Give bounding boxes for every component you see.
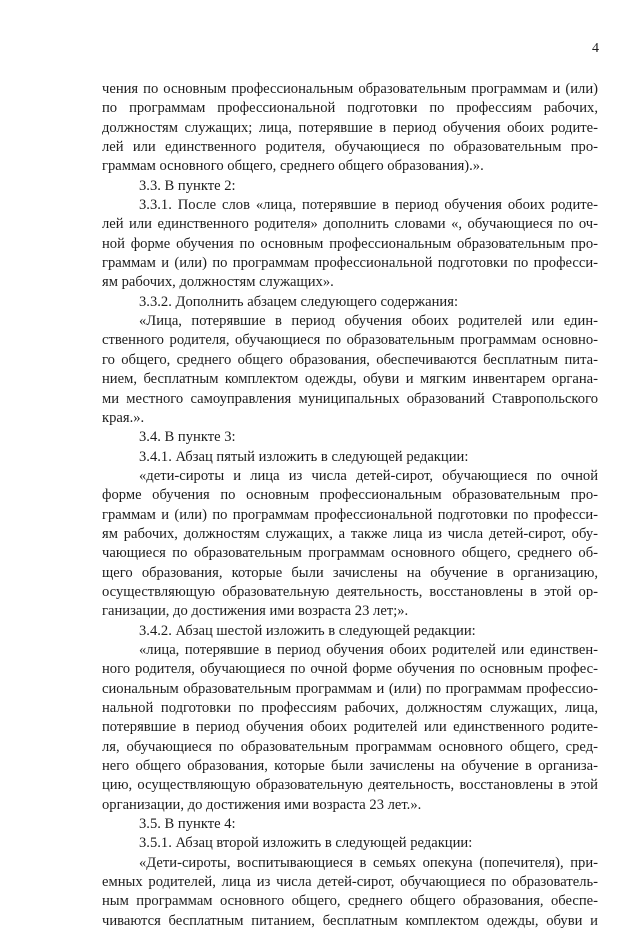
text-line: го общего, среднего общего образования, обеспечиваются бесплатным пита- [102, 351, 598, 368]
text-line: чающиеся по образовательным программам основного общего, среднего об- [102, 545, 598, 562]
text-line: 3.3.1. После слов «лица, потерявшие в период обучения обоих родите- [139, 197, 598, 214]
text-line: должностям служащих; лица, потерявшие в период обучения обоих родите- [102, 119, 598, 136]
text-line: 3.5. В пункте 4: [139, 816, 236, 833]
text-line: осуществляющую образовательную деятельность, восстановлены в этой ор- [102, 583, 598, 600]
text-line: по программам профессиональной подготовки по профессиям рабочих, [102, 100, 598, 117]
text-line: организации, до достижения ими возраста 23 лет.». [102, 796, 422, 813]
text-line: ганизации, до достижения ими возраста 23 лет;». [102, 603, 409, 620]
text-line: граммам основного общего, среднего общего образования).». [102, 158, 484, 175]
text-line: нием, бесплатным комплектом одежды, обуви и мягким инвентарем органа- [102, 371, 598, 388]
text-line: ям рабочих, должностям служащих». [102, 274, 334, 291]
text-line: нальной подготовки по профессиям рабочих, должностям служащих, лица, [102, 700, 598, 716]
text-line: чиваются бесплатным питанием, бесплатным комплектом одежды, обуви и [102, 912, 598, 929]
text-line: 3.4.2. Абзац шестой изложить в следующей редакции: [139, 622, 476, 639]
text-line: ственного родителя, обучающиеся по образовательным программам основно- [102, 332, 598, 349]
text-line: щего образования, которые были зачислены на обучение в организацию, [102, 564, 598, 581]
text-line: форме обучения по основным профессиональным образовательным про- [102, 487, 598, 504]
text-line: «Дети-сироты, воспитывающиеся в семьях опекуна (попечителя), при- [139, 854, 598, 871]
text-line: емных родителей, лица из числа детей-сирот, обучающиеся по образователь- [102, 874, 598, 891]
text-line: 3.4.1. Абзац пятый изложить в следующей редакции: [139, 448, 469, 465]
text-line: лей или единственного родителя» дополнить словами «, обучающиеся по оч- [102, 216, 598, 233]
text-line: 3.4. В пункте 3: [139, 429, 236, 446]
text-line: ям рабочих, должностям служащих, а также лица из числа детей-сирот, обу- [102, 525, 598, 542]
text-line: лей или единственного родителя, обучающиеся по образовательным про- [102, 139, 598, 156]
text-line: ного родителя, обучающиеся по очной форме обучения по основным профес- [102, 661, 598, 678]
text-line: чения по основным профессиональным образовательным программам и (или) [102, 81, 598, 97]
text-line: края.». [102, 409, 145, 426]
text-line: «Лица, потерявшие в период обучения обоих родителей или един- [139, 313, 598, 330]
text-line: 3.3.2. Дополнить абзацем следующего содержания: [139, 293, 459, 310]
text-line: ным программам основного общего, среднего общего образования, обеспе- [102, 893, 598, 910]
text-line: 3.5.1. Абзац второй изложить в следующей редакции: [139, 835, 473, 852]
text-line: 3.3. В пункте 2: [139, 177, 236, 194]
page-number: 4 [592, 41, 599, 56]
text-line: цию, осуществляющую образовательную деятельность, восстановлены в этой [102, 777, 598, 794]
text-line: «дети-сироты и лица из числа детей-сирот, обучающиеся по очной [139, 467, 598, 484]
text-line: потерявшие в период обучения обоих родителей или единственного родите- [102, 719, 598, 736]
text-line: сиональным образовательным программам и (или) по программам профессио- [102, 680, 598, 697]
text-line: граммам и (или) по программам профессиональной подготовки по професси- [102, 255, 598, 272]
text-line: граммам и (или) по программам профессиональной подготовки по професси- [102, 506, 598, 523]
text-line: «лица, потерявшие в период обучения обоих родителей или единствен- [139, 641, 598, 658]
text-line: ной форме обучения по основным профессиональным образовательным про- [102, 235, 598, 252]
text-line: ля, обучающиеся по образовательным программам основного общего, сред- [102, 738, 598, 755]
text-line: него общего образования, которые были зачислены на обучение в организа- [102, 758, 598, 775]
document-body [102, 80, 598, 931]
text-line: ми местного самоуправления муниципальных образований Ставропольского [102, 390, 598, 407]
